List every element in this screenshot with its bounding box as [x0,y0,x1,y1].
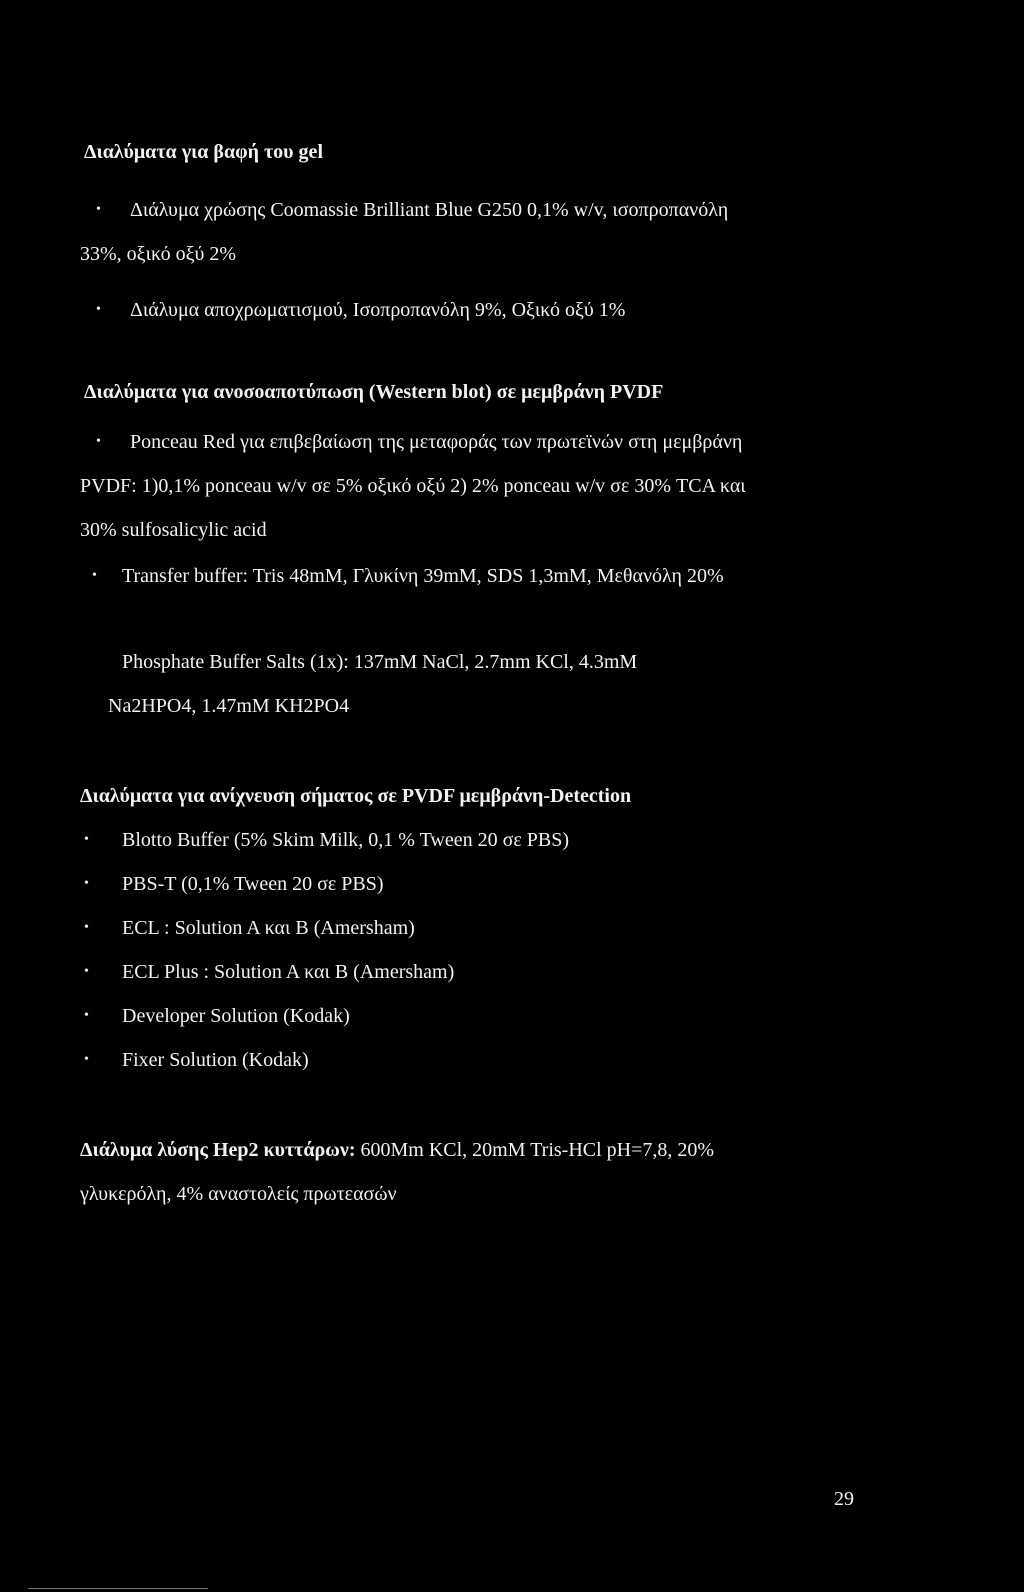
western-item-1-line-1: Ponceau Red για επιβεβαίωση της μεταφοράς των πρωτεϊνών στη μεμβράνη [130,431,743,453]
western-item-1-line-2: PVDF: 1)0,1% ponceau w/v σε 5% οξικό οξύ 2) 2% ponceau w/v σε 30% TCA και [80,475,746,497]
staining-item-1-line-1: Διάλυμα χρώσης Coomassie Brilliant Blue G250 0,1% w/v, ισοπροπανόλη [130,199,729,221]
western-item-1-line-3: 30% sulfosalicylic acid [80,519,267,541]
detection-item: ECL : Solution A και B (Amersham) [122,917,415,939]
staining-item-1-line-2: 33%, οξικό οξύ 2% [80,243,237,265]
bullet-icon: • [84,964,89,979]
bullet-icon: • [96,202,101,217]
bullet-icon: • [96,302,101,317]
page-number: 29 [834,1488,854,1510]
pbs-line-1: Phosphate Buffer Salts (1x): 137mM NaCl, 2.7mm KCl, 4.3mM [122,651,638,673]
lysis-text-1: 600Mm KCl, 20mM Tris-HCl pH=7,8, 20% [355,1139,715,1161]
staining-item-2: Διάλυμα αποχρωματισμού, Ισοπροπανόλη 9%, Οξικό οξύ 1% [130,299,626,321]
bullet-icon: • [84,876,89,891]
bullet-icon: • [92,568,97,583]
staining-heading: Διαλύματα για βαφή του gel [84,141,323,163]
lysis-line-1 [80,1138,714,1162]
bullet-icon: • [84,1008,89,1023]
bullet-icon: • [84,832,89,847]
bullet-icon: • [96,434,101,449]
bullet-icon: • [84,1052,89,1067]
lysis-heading: Διάλυμα λύσης Hep2 κυττάρων: [80,1139,356,1161]
lysis-line-2: γλυκερόλη, 4% αναστολείς πρωτεασών [80,1183,397,1205]
detection-item: ECL Plus : Solution A και B (Amersham) [122,961,455,983]
bullet-icon: • [84,920,89,935]
western-heading: Διαλύματα για ανοσοαποτύπωση (Western blot) σε μεμβράνη PVDF [84,381,664,403]
detection-heading: Διαλύματα για ανίχνευση σήματος σε PVDF μεμβράνη-Detection [80,785,632,807]
detection-item: Fixer Solution (Kodak) [122,1049,309,1071]
detection-item: PBS-T (0,1% Tween 20 σε PBS) [122,873,384,895]
footer-rule [28,1588,208,1589]
detection-item: Blotto Buffer (5% Skim Milk, 0,1 % Tween 20 σε PBS) [122,829,570,851]
pbs-line-2: Na2HPO4, 1.47mM KH2PO4 [108,695,350,717]
western-item-2: Transfer buffer: Tris 48mM, Γλυκίνη 39mM, SDS 1,3mM, Μεθανόλη 20% [122,565,724,587]
detection-item: Developer Solution (Kodak) [122,1005,350,1027]
